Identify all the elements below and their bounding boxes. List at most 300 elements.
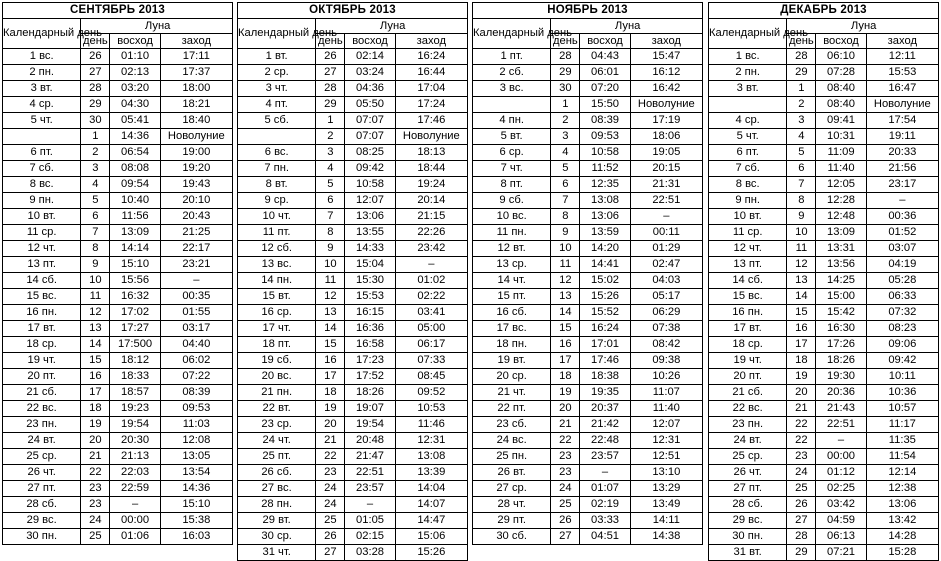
calendar-date-cell: 19 чт. xyxy=(3,353,81,369)
table-row xyxy=(473,433,703,449)
moonset-cell: 09:42 xyxy=(866,353,938,369)
moonrise-cell: 04:51 xyxy=(580,529,630,545)
table-row xyxy=(3,529,233,545)
calendar-date-cell: 15 вт. xyxy=(238,289,316,305)
day-header: день xyxy=(81,34,110,49)
moonrise-cell: 10:58 xyxy=(345,177,395,193)
calendar-date-cell: 27 вс. xyxy=(238,481,316,497)
moonrise-cell: 08:25 xyxy=(345,145,395,161)
moon-day-cell: 2 xyxy=(316,129,345,145)
moonset-cell: 18:06 xyxy=(630,129,702,145)
moonrise-cell: 07:21 xyxy=(816,545,866,561)
moon-day-cell: 15 xyxy=(551,321,580,337)
moon-day-cell: 10 xyxy=(81,273,110,289)
moonset-cell: 15:06 xyxy=(395,529,467,545)
moon-day-cell: 22 xyxy=(787,433,816,449)
moonrise-cell: 05:41 xyxy=(110,113,160,129)
moonrise-cell: 22:59 xyxy=(110,481,160,497)
moonrise-cell: 18:26 xyxy=(816,353,866,369)
table-row xyxy=(238,353,468,369)
moon-day-cell: 27 xyxy=(316,545,345,561)
table-row xyxy=(3,337,233,353)
moon-table xyxy=(237,2,468,561)
table-row xyxy=(238,65,468,81)
table-row xyxy=(3,465,233,481)
moonset-cell: 03:07 xyxy=(866,241,938,257)
moon-day-cell: 8 xyxy=(551,209,580,225)
table-row xyxy=(473,193,703,209)
moon-day-cell: 25 xyxy=(551,497,580,513)
moon-day-cell: 14 xyxy=(316,321,345,337)
table-row xyxy=(709,401,939,417)
moonrise-cell: 14:33 xyxy=(345,241,395,257)
moon-day-cell: 29 xyxy=(787,545,816,561)
moon-day-cell: 22 xyxy=(551,433,580,449)
moonrise-cell: 12:48 xyxy=(816,209,866,225)
calendar-date-cell: 15 пт. xyxy=(473,289,551,305)
moonset-cell: 13:06 xyxy=(866,497,938,513)
calendar-date-cell: 20 пт. xyxy=(709,369,787,385)
moonset-cell: 17:54 xyxy=(866,113,938,129)
table-row xyxy=(473,385,703,401)
moonrise-cell: 15:50 xyxy=(580,97,630,113)
calendar-date-cell: 21 сб. xyxy=(709,385,787,401)
moonrise-cell: 21:47 xyxy=(345,449,395,465)
table-row xyxy=(709,49,939,65)
moonset-cell: 23:21 xyxy=(160,257,232,273)
moonrise-cell: 13:06 xyxy=(580,209,630,225)
moon-day-cell: 11 xyxy=(316,273,345,289)
moonrise-cell: 12:28 xyxy=(816,193,866,209)
moonrise-cell: 15:42 xyxy=(816,305,866,321)
calendar-date-cell: 1 вс. xyxy=(3,49,81,65)
calendar-date-cell: 11 пт. xyxy=(238,225,316,241)
moonrise-cell: 01:12 xyxy=(816,465,866,481)
calendar-date-cell: 25 ср. xyxy=(709,449,787,465)
calendar-date-cell: 15 вс. xyxy=(3,289,81,305)
calendar-date-cell: 9 сб. xyxy=(473,193,551,209)
moonset-cell: Новолуние xyxy=(630,97,702,113)
day-header: день xyxy=(316,34,345,49)
moonset-cell: 11:03 xyxy=(160,417,232,433)
moonrise-cell: 15:26 xyxy=(580,289,630,305)
moon-header: Луна xyxy=(787,19,939,34)
table-row xyxy=(473,65,703,81)
table-row xyxy=(709,193,939,209)
table-row xyxy=(238,369,468,385)
moonrise-header: восход xyxy=(580,34,630,49)
calendar-date-cell: 30 сб. xyxy=(473,529,551,545)
moonrise-cell: 19:07 xyxy=(345,401,395,417)
calendar-date-cell: 7 сб. xyxy=(709,161,787,177)
table-row xyxy=(238,449,468,465)
table-row xyxy=(709,129,939,145)
moonset-cell: 10:57 xyxy=(866,401,938,417)
calendar-date-cell: 5 чт. xyxy=(709,129,787,145)
calendar-date-cell: 2 пн. xyxy=(3,65,81,81)
moon-day-cell: 5 xyxy=(316,177,345,193)
table-row xyxy=(473,225,703,241)
table-row xyxy=(473,81,703,97)
moonset-cell: 14:07 xyxy=(395,497,467,513)
moonrise-cell: 07:07 xyxy=(345,129,395,145)
moonrise-cell: 13:59 xyxy=(580,225,630,241)
moonset-cell: 22:17 xyxy=(160,241,232,257)
moon-day-cell: 14 xyxy=(551,305,580,321)
moonset-cell: 15:47 xyxy=(630,49,702,65)
moonset-cell: 10:36 xyxy=(866,385,938,401)
calendar-day-header: Календарный день xyxy=(709,19,787,49)
moonset-header: заход xyxy=(866,34,938,49)
table-row xyxy=(238,401,468,417)
moonset-cell: 14:38 xyxy=(630,529,702,545)
calendar-date-cell: 8 вт. xyxy=(238,177,316,193)
moonset-cell: 09:06 xyxy=(866,337,938,353)
calendar-date-cell: 17 вт. xyxy=(709,321,787,337)
moonrise-cell: 21:43 xyxy=(816,401,866,417)
table-row xyxy=(709,65,939,81)
moonset-cell: 02:47 xyxy=(630,257,702,273)
table-row xyxy=(3,369,233,385)
table-row xyxy=(473,497,703,513)
moonset-cell: 16:12 xyxy=(630,65,702,81)
calendar-date-cell: 18 ср. xyxy=(3,337,81,353)
moonset-cell: 12:08 xyxy=(160,433,232,449)
moon-day-cell: 25 xyxy=(316,513,345,529)
moonrise-cell: 18:57 xyxy=(110,385,160,401)
moonset-cell: 11:40 xyxy=(630,401,702,417)
table-row xyxy=(709,241,939,257)
moon-day-cell: 17 xyxy=(316,369,345,385)
moonset-cell: 05:00 xyxy=(395,321,467,337)
moonrise-cell: 00:00 xyxy=(110,513,160,529)
moonset-cell: Новолуние xyxy=(160,129,232,145)
moonrise-cell: 18:12 xyxy=(110,353,160,369)
moonset-cell: 14:36 xyxy=(160,481,232,497)
calendar-date-cell: 19 вт. xyxy=(473,353,551,369)
table-row xyxy=(3,401,233,417)
table-row xyxy=(709,177,939,193)
calendar-date-cell: 27 пт. xyxy=(3,481,81,497)
moonset-cell: 11:07 xyxy=(630,385,702,401)
calendar-date-cell: 13 ср. xyxy=(473,257,551,273)
moonrise-cell: 18:33 xyxy=(110,369,160,385)
table-row xyxy=(3,145,233,161)
calendar-date-cell: 23 пн. xyxy=(709,417,787,433)
calendar-date-cell: 24 вт. xyxy=(3,433,81,449)
moonrise-cell: 14:20 xyxy=(580,241,630,257)
moonset-cell: 23:42 xyxy=(395,241,467,257)
calendar-date-cell: 11 ср. xyxy=(709,225,787,241)
moonset-cell: 09:53 xyxy=(160,401,232,417)
moonset-cell: 11:17 xyxy=(866,417,938,433)
table-row xyxy=(709,529,939,545)
calendar-date-cell: 1 пт. xyxy=(473,49,551,65)
moon-day-cell: 23 xyxy=(81,481,110,497)
moonset-cell: 16:03 xyxy=(160,529,232,545)
moonset-cell: 21:56 xyxy=(866,161,938,177)
moonrise-cell: – xyxy=(580,465,630,481)
calendar-date-cell: 22 вс. xyxy=(709,401,787,417)
moonset-cell: 03:17 xyxy=(160,321,232,337)
calendar-date-cell: 18 ср. xyxy=(709,337,787,353)
table-row xyxy=(3,161,233,177)
moonrise-cell: 18:26 xyxy=(345,385,395,401)
table-row xyxy=(473,337,703,353)
calendar-date-cell: 7 сб. xyxy=(3,161,81,177)
moonrise-cell: 17:52 xyxy=(345,369,395,385)
moon-day-cell: 28 xyxy=(787,529,816,545)
moon-day-cell: 23 xyxy=(551,449,580,465)
table-row xyxy=(3,113,233,129)
calendar-date-cell: 18 пт. xyxy=(238,337,316,353)
moonrise-cell: 16:30 xyxy=(816,321,866,337)
moonrise-cell: 13:06 xyxy=(345,209,395,225)
calendar-date-cell: 17 вт. xyxy=(3,321,81,337)
moonset-cell: 02:22 xyxy=(395,289,467,305)
moonrise-cell: 06:54 xyxy=(110,145,160,161)
moonset-cell: 06:17 xyxy=(395,337,467,353)
table-row xyxy=(3,273,233,289)
calendar-date-cell: 28 сб. xyxy=(709,497,787,513)
moon-day-cell: 10 xyxy=(787,225,816,241)
month-title: СЕНТЯБРЬ 2013 xyxy=(3,3,233,19)
moonrise-cell: 15:04 xyxy=(345,257,395,273)
moonrise-cell: 10:40 xyxy=(110,193,160,209)
month-table-0 xyxy=(2,2,233,545)
calendar-date-cell: 29 вс. xyxy=(3,513,81,529)
table-row xyxy=(473,113,703,129)
moon-day-cell: 8 xyxy=(81,241,110,257)
moon-day-cell: 3 xyxy=(316,145,345,161)
moonrise-cell: 01:05 xyxy=(345,513,395,529)
moonrise-cell: 20:48 xyxy=(345,433,395,449)
table-row xyxy=(473,369,703,385)
moonrise-cell: 11:56 xyxy=(110,209,160,225)
moon-day-cell: 20 xyxy=(787,385,816,401)
calendar-day-header: Календарный день xyxy=(238,19,316,49)
moonrise-cell: 03:24 xyxy=(345,65,395,81)
moonrise-cell: 01:07 xyxy=(580,481,630,497)
moonrise-cell: 12:35 xyxy=(580,177,630,193)
month-table-3 xyxy=(708,2,939,561)
moon-day-cell: 21 xyxy=(81,449,110,465)
moon-day-cell: 26 xyxy=(81,49,110,65)
table-row xyxy=(238,209,468,225)
moonset-cell: 10:11 xyxy=(866,369,938,385)
table-row xyxy=(709,321,939,337)
table-row xyxy=(238,545,468,561)
table-row xyxy=(238,273,468,289)
table-row xyxy=(709,97,939,113)
moonset-cell: 17:24 xyxy=(395,97,467,113)
calendar-date-cell: 20 пт. xyxy=(3,369,81,385)
calendar-date-cell: 23 пн. xyxy=(3,417,81,433)
calendar-date-cell: 10 вс. xyxy=(473,209,551,225)
moonrise-cell: 15:02 xyxy=(580,273,630,289)
moon-day-cell: 22 xyxy=(316,449,345,465)
table-row xyxy=(3,241,233,257)
moonrise-cell: 18:38 xyxy=(580,369,630,385)
calendar-date-cell: 13 пт. xyxy=(3,257,81,273)
moonrise-cell: 23:57 xyxy=(580,449,630,465)
calendar-date-cell: 12 вт. xyxy=(473,241,551,257)
moon-day-cell: 4 xyxy=(787,129,816,145)
calendar-date-cell: 7 пн. xyxy=(238,161,316,177)
table-row xyxy=(473,273,703,289)
table-row xyxy=(709,497,939,513)
moon-day-cell: 17 xyxy=(787,337,816,353)
moonset-cell: 15:10 xyxy=(160,497,232,513)
table-row xyxy=(473,513,703,529)
moon-day-cell: 18 xyxy=(81,401,110,417)
moonset-cell: 00:36 xyxy=(866,209,938,225)
day-header: день xyxy=(551,34,580,49)
moonrise-cell: 22:51 xyxy=(345,465,395,481)
calendar-date-cell: 25 пн. xyxy=(473,449,551,465)
calendar-date-cell: 21 пн. xyxy=(238,385,316,401)
moonrise-cell: 23:57 xyxy=(345,481,395,497)
calendar-date-cell: 2 ср. xyxy=(238,65,316,81)
table-row xyxy=(709,161,939,177)
moonset-cell: 15:28 xyxy=(866,545,938,561)
moonset-cell: 19:00 xyxy=(160,145,232,161)
moonrise-cell: 08:40 xyxy=(816,81,866,97)
moon-day-cell: 9 xyxy=(787,209,816,225)
moonrise-cell: 13:09 xyxy=(110,225,160,241)
table-row xyxy=(3,257,233,273)
calendar-date-cell: 25 ср. xyxy=(3,449,81,465)
moon-header: Луна xyxy=(81,19,233,34)
moon-day-cell: 16 xyxy=(316,353,345,369)
table-row xyxy=(473,321,703,337)
calendar-date-cell: 8 вс. xyxy=(709,177,787,193)
moonrise-cell: 03:20 xyxy=(110,81,160,97)
table-row xyxy=(709,481,939,497)
moonset-cell: 00:11 xyxy=(630,225,702,241)
moonrise-cell: 12:07 xyxy=(345,193,395,209)
table-row xyxy=(709,513,939,529)
moonrise-cell: 17:46 xyxy=(580,353,630,369)
moon-day-cell: 19 xyxy=(551,385,580,401)
calendar-date-cell: 10 чт. xyxy=(238,209,316,225)
moon-day-cell: 29 xyxy=(787,65,816,81)
moonset-cell: 21:31 xyxy=(630,177,702,193)
moonrise-cell: 13:55 xyxy=(345,225,395,241)
table-row xyxy=(3,321,233,337)
moonrise-cell: 15:52 xyxy=(580,305,630,321)
moonset-cell: 08:23 xyxy=(866,321,938,337)
table-row xyxy=(473,401,703,417)
table-row xyxy=(473,241,703,257)
table-row xyxy=(709,209,939,225)
table-row xyxy=(238,289,468,305)
table-row xyxy=(238,177,468,193)
calendar-date-cell: 6 вс. xyxy=(238,145,316,161)
calendar-date-cell: 3 вт. xyxy=(709,81,787,97)
moon-day-cell: 15 xyxy=(81,353,110,369)
moon-day-cell: 18 xyxy=(551,369,580,385)
moonrise-cell: 07:20 xyxy=(580,81,630,97)
moon-day-cell: 11 xyxy=(787,241,816,257)
moon-day-cell: 9 xyxy=(551,225,580,241)
moonset-cell: – xyxy=(395,257,467,273)
moonset-cell: 16:44 xyxy=(395,65,467,81)
moonset-cell: 07:33 xyxy=(395,353,467,369)
moonset-cell: 12:14 xyxy=(866,465,938,481)
moonrise-cell: 02:25 xyxy=(816,481,866,497)
moonset-cell: 16:24 xyxy=(395,49,467,65)
moon-day-cell: 20 xyxy=(316,417,345,433)
moonrise-cell: 15:10 xyxy=(110,257,160,273)
moonset-cell: 15:26 xyxy=(395,545,467,561)
table-row xyxy=(3,81,233,97)
moonrise-cell: 04:43 xyxy=(580,49,630,65)
moon-day-cell: 16 xyxy=(787,321,816,337)
moonset-cell: 16:47 xyxy=(866,81,938,97)
moonrise-cell: 15:00 xyxy=(816,289,866,305)
calendar-date-cell: 29 вс. xyxy=(709,513,787,529)
table-row xyxy=(238,129,468,145)
moon-day-cell: 24 xyxy=(316,497,345,513)
calendar-date-cell: 27 пт. xyxy=(709,481,787,497)
moon-table xyxy=(2,2,233,545)
moonset-cell: Новолуние xyxy=(395,129,467,145)
calendar-date-cell xyxy=(3,129,81,145)
moon-day-cell: 25 xyxy=(81,529,110,545)
moon-day-cell: 24 xyxy=(81,513,110,529)
calendar-date-cell: 6 пт. xyxy=(3,145,81,161)
table-row xyxy=(709,257,939,273)
moonrise-cell: 09:42 xyxy=(345,161,395,177)
moonset-cell: 20:43 xyxy=(160,209,232,225)
moon-day-cell: 23 xyxy=(787,449,816,465)
moonrise-header: восход xyxy=(110,34,160,49)
calendar-date-cell: 19 чт. xyxy=(709,353,787,369)
table-row xyxy=(709,113,939,129)
moon-day-cell: 8 xyxy=(787,193,816,209)
table-row xyxy=(709,465,939,481)
table-row xyxy=(238,257,468,273)
moonrise-cell: 14:41 xyxy=(580,257,630,273)
moonset-cell: 20:33 xyxy=(866,145,938,161)
calendar-date-cell: 4 ср. xyxy=(3,97,81,113)
calendar-date-cell: 11 пн. xyxy=(473,225,551,241)
calendar-date-cell: 24 вт. xyxy=(709,433,787,449)
moonrise-cell: 22:51 xyxy=(816,417,866,433)
moonrise-cell: 17:02 xyxy=(110,305,160,321)
calendar-date-cell: 9 пн. xyxy=(3,193,81,209)
table-row xyxy=(3,353,233,369)
moonrise-cell: 02:14 xyxy=(345,49,395,65)
moonrise-cell: 02:15 xyxy=(345,529,395,545)
moonset-cell: 12:31 xyxy=(630,433,702,449)
calendar-date-cell: 4 ср. xyxy=(709,113,787,129)
moonrise-cell: 02:19 xyxy=(580,497,630,513)
calendar-date-cell: 8 вс. xyxy=(3,177,81,193)
calendar-date-cell: 15 вс. xyxy=(709,289,787,305)
table-row xyxy=(473,177,703,193)
moonset-cell: 20:10 xyxy=(160,193,232,209)
moonrise-cell: 07:07 xyxy=(345,113,395,129)
table-row xyxy=(3,193,233,209)
table-row xyxy=(473,529,703,545)
table-row xyxy=(473,417,703,433)
calendar-date-cell: 23 сб. xyxy=(473,417,551,433)
calendar-date-cell: 2 сб. xyxy=(473,65,551,81)
moonset-cell: 19:05 xyxy=(630,145,702,161)
moon-day-cell: 12 xyxy=(787,257,816,273)
